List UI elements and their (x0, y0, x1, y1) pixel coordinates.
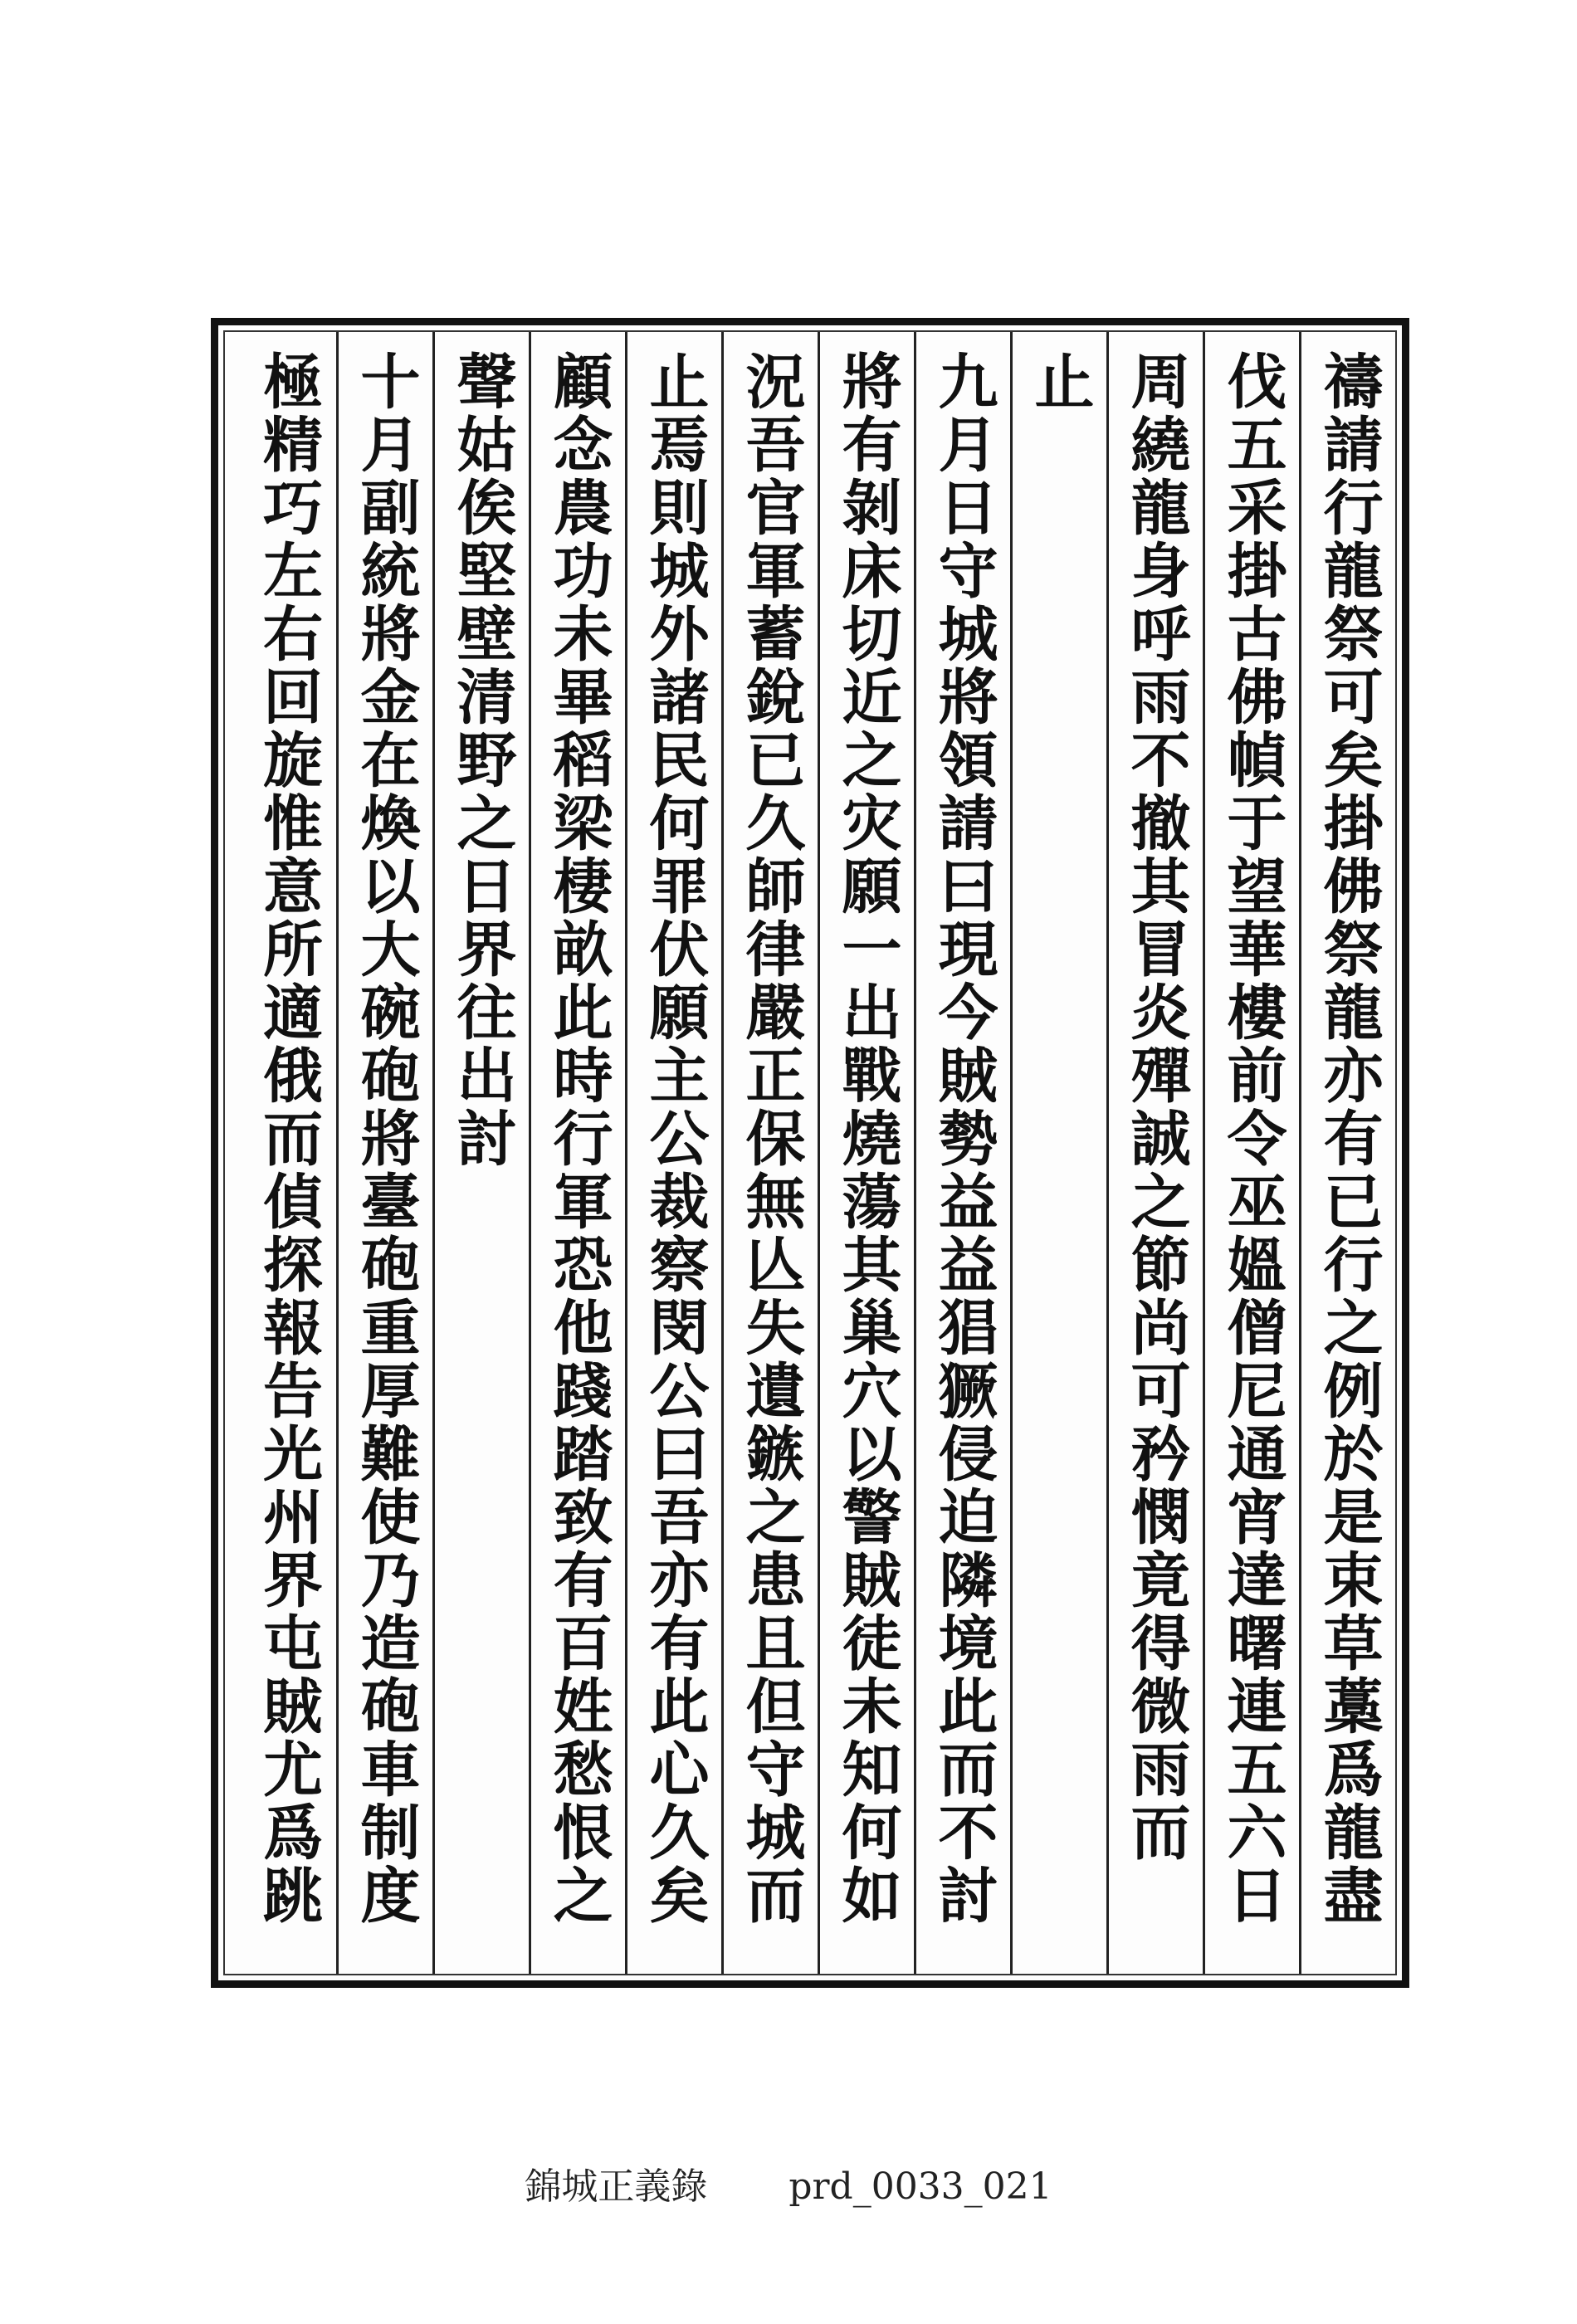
column-text: 況吾官軍蓄銳已久師律嚴正保無亾失遺鏃之患且但守城而 (735, 350, 807, 1927)
text-column-11 (336, 332, 432, 1974)
column-text: 九月日守城將領請曰現今賊勢益益猖獗侵迫隣境此而不討 (928, 350, 999, 1927)
text-column-7 (721, 332, 818, 1974)
text-column-2 (1203, 332, 1299, 1974)
column-text: 顧念農功未畢稻梁棲畝此時行軍恐他踐踏致有百姓愁恨之 (543, 350, 614, 1927)
text-column-9 (529, 332, 625, 1974)
text-column-8 (625, 332, 721, 1974)
column-text: 聲姑俟堅壁清野之日界往出討 (447, 350, 518, 1170)
column-text: 周繞龍身呼雨不撤其冒炎殫誠之節尚可矜憫竟得微雨而 (1120, 350, 1192, 1864)
column-text: 十月副統將金在煥以大碗砲將臺砲重厚難使乃造砲車制度 (350, 350, 422, 1927)
column-text: 將有剝床切近之灾願一出戰燒蕩其巢穴以警賊徒未知何如 (832, 350, 903, 1927)
column-text: 伐五采掛古佛幀于望華樓前令巫媼僧尼通宵達曙連五六日 (1217, 350, 1288, 1927)
text-frame (211, 318, 1409, 1988)
page-code: prd_0033_021 (788, 2165, 1052, 2208)
book-title: 錦城正義錄 (525, 2165, 708, 2208)
text-column-5 (914, 332, 1010, 1974)
text-column-4 (1010, 332, 1106, 1974)
column-text: 止焉則城外諸民何罪伏願主公裁察閔公曰吾亦有此心久矣 (639, 350, 710, 1927)
text-frame-inner (223, 330, 1397, 1975)
text-column-6 (818, 332, 914, 1974)
text-column-10 (432, 332, 529, 1974)
column-text: 極精巧左右回旋惟意所適俄而偵探報告光州界屯賊尤爲跳 (253, 350, 324, 1927)
text-column-3 (1106, 332, 1203, 1974)
column-text: 禱請行龍祭可矣掛佛祭龍亦有已行之例於是束草藁爲龍盡 (1313, 350, 1384, 1927)
page-footer (0, 2156, 1577, 2209)
text-column-1 (1299, 332, 1395, 1974)
column-text: 止 (1024, 350, 1096, 413)
text-column-12 (240, 332, 336, 1974)
